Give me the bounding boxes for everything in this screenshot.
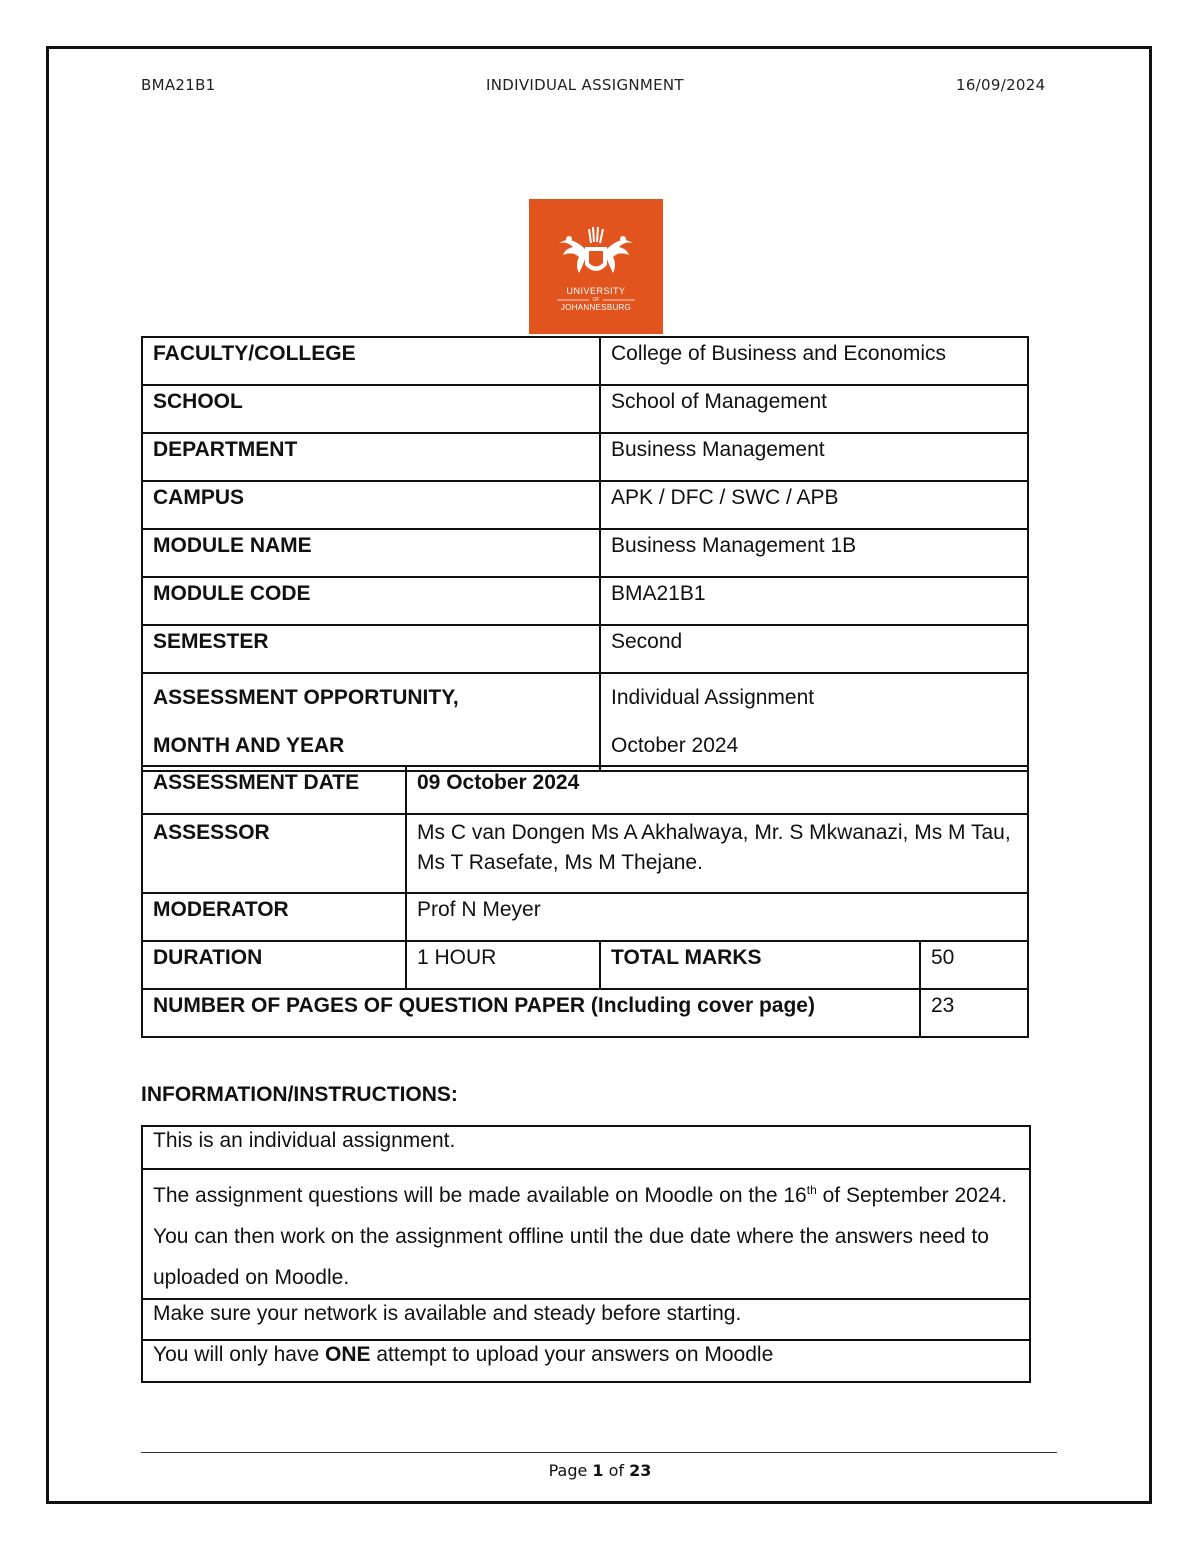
department-label: DEPARTMENT: [142, 433, 600, 481]
semester-value: Second: [600, 625, 1028, 673]
table-row: [142, 625, 1028, 673]
instruction-item-2: [142, 1169, 1030, 1299]
moderator-label: MODERATOR: [142, 893, 406, 941]
table-row: [142, 814, 1028, 893]
duration-label: DURATION: [142, 941, 406, 989]
table-row: [142, 989, 1028, 1037]
table-row: [142, 766, 1028, 814]
university-logo: [529, 199, 663, 334]
logo-text-of: OF: [592, 297, 600, 303]
pages-label: NUMBER OF PAGES OF QUESTION PAPER (Including cover page): [142, 989, 920, 1037]
logo-text-johannesburg: JOHANNESBURG: [560, 303, 632, 312]
campus-label: CAMPUS: [142, 481, 600, 529]
opportunity-value: [600, 673, 1028, 771]
campus-value: APK / DFC / SWC / APB: [600, 481, 1028, 529]
module-name-value: Business Management 1B: [600, 529, 1028, 577]
module-code-label: MODULE CODE: [142, 577, 600, 625]
footer-of-word: of: [608, 1461, 625, 1480]
instruction-item-4-text: You will only have: [153, 1343, 325, 1366]
instruction-item-4-rest: attempt to upload your answers on Moodle: [370, 1343, 774, 1366]
table-row: [142, 481, 1028, 529]
footer-page-number: 1: [592, 1461, 604, 1480]
table-row: [142, 673, 1028, 771]
assessor-value: Ms C van Dongen Ms A Akhalwaya, Mr. S Mkwanazi, Ms M Tau, Ms T Rasefate, Ms M Thejane.: [406, 814, 1028, 893]
table-row: [142, 1169, 1030, 1299]
details-table: [141, 336, 1029, 772]
department-value: Business Management: [600, 433, 1028, 481]
table-row: [142, 385, 1028, 433]
instruction-item-2-rest: of September 2024. You can then work on the assignment offline until the due date where the answers need to uploaded on Moodle.: [153, 1184, 1008, 1289]
total-marks-label: TOTAL MARKS: [600, 941, 920, 989]
opportunity-label: [142, 673, 600, 771]
duration-value: 1 HOUR: [406, 941, 600, 989]
footer-page-word: Page: [548, 1461, 588, 1480]
faculty-label: FACULTY/COLLEGE: [142, 337, 600, 385]
header-module-code: BMA21B1: [141, 76, 216, 94]
instruction-item-2-text: The assignment questions will be made available on Moodle on the 16: [153, 1184, 807, 1207]
module-code-value: BMA21B1: [600, 577, 1028, 625]
opportunity-value-line1: Individual Assignment: [611, 686, 815, 709]
table-row: [142, 1340, 1030, 1382]
instruction-item-3: Make sure your network is available and steady before starting.: [142, 1299, 1030, 1340]
school-value: School of Management: [600, 385, 1028, 433]
instruction-item-4-bold: ONE: [325, 1343, 371, 1366]
logo-text-university: UNIVERSITY: [566, 286, 626, 296]
table-row: [142, 1299, 1030, 1340]
opportunity-label-line2: MONTH AND YEAR: [153, 734, 345, 757]
semester-label: SEMESTER: [142, 625, 600, 673]
table-row: [142, 577, 1028, 625]
page-footer: [0, 1461, 1200, 1480]
footer-page-total: 23: [629, 1461, 652, 1480]
table-row: [142, 1126, 1030, 1169]
module-name-label: MODULE NAME: [142, 529, 600, 577]
opportunity-label-line1: ASSESSMENT OPPORTUNITY,: [153, 686, 459, 709]
assessment-date-label: ASSESSMENT DATE: [142, 766, 406, 814]
instruction-item-2-sup: th: [806, 1183, 817, 1197]
assessment-date-value: 09 October 2024: [406, 766, 1028, 814]
opportunity-value-line2: October 2024: [611, 734, 739, 757]
assessor-label: ASSESSOR: [142, 814, 406, 893]
school-label: SCHOOL: [142, 385, 600, 433]
header-date: 16/09/2024: [956, 76, 1046, 94]
table-row: [142, 941, 1028, 989]
total-marks-value: 50: [920, 941, 1028, 989]
pages-value: 23: [920, 989, 1028, 1037]
instructions-title: INFORMATION/INSTRUCTIONS:: [141, 1083, 458, 1106]
faculty-value: College of Business and Economics: [600, 337, 1028, 385]
footer-divider: [141, 1452, 1057, 1453]
table-row: [142, 433, 1028, 481]
table-row: [142, 337, 1028, 385]
assessment-table: [141, 765, 1029, 1038]
header-title: INDIVIDUAL ASSIGNMENT: [486, 76, 684, 94]
table-row: [142, 529, 1028, 577]
crest-icon: [529, 199, 663, 334]
moderator-value: Prof N Meyer: [406, 893, 1028, 941]
instruction-item-1: This is an individual assignment.: [142, 1126, 1030, 1169]
instructions-table: [141, 1125, 1031, 1383]
table-row: [142, 893, 1028, 941]
instruction-item-4: [142, 1340, 1030, 1382]
